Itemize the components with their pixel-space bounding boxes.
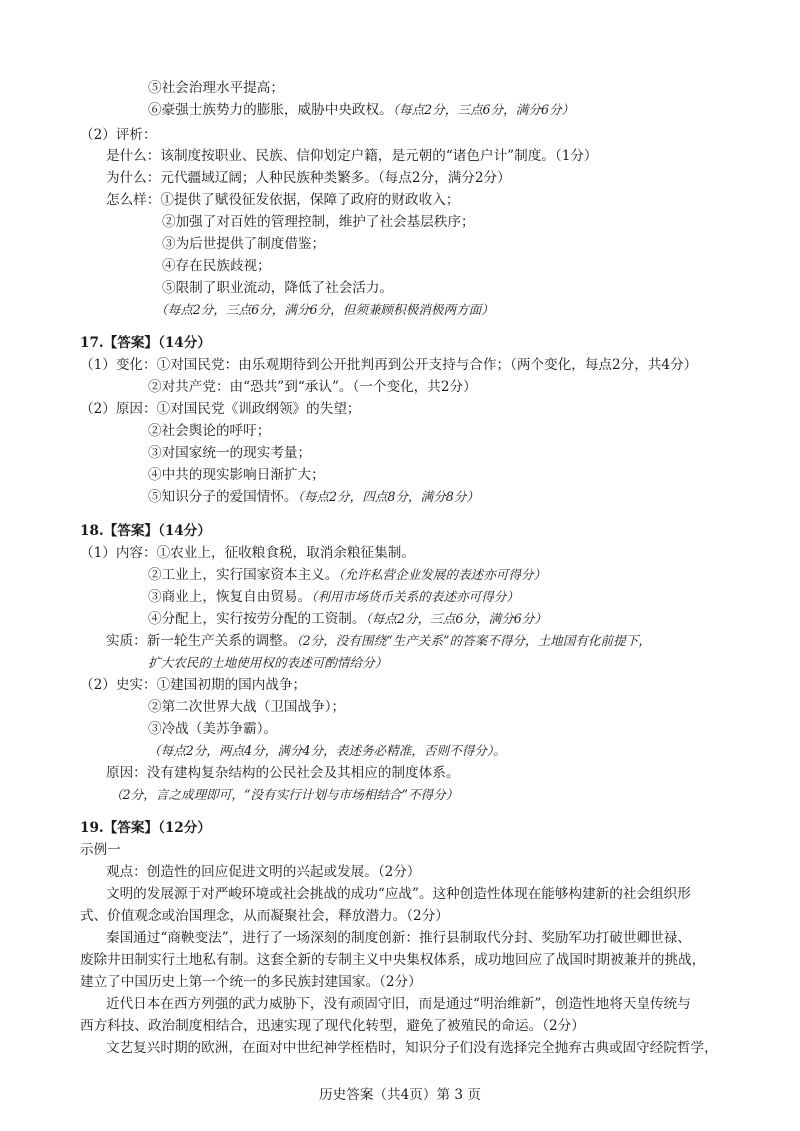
q19-para-3-line-1: 近代日本在西方列强的武力威胁下，没有顽固守旧，而是通过“明治维新”，创造性地将天皇传统与 [106,996,691,1012]
q16-how-line-4: ④存在民族歧视； [162,258,271,274]
q19-para-1-line-2: 式、价值观念或治国理念，从而凝聚社会，释放潜力。（2分） [80,908,449,924]
q19-viewpoint: 观点：创造性的回应促进文明的兴起或发展。（2分） [106,864,421,880]
q19-para-3-line-2: 西方科技、政治制度相结合，迅速实现了现代化转型，避免了被殖民的命运。（2分） [80,1018,585,1034]
q18-content-4-text: ④分配上，实行按劳分配的工资制。 [148,611,366,627]
q18-content-2-note: （允许私营企业发展的表述亦可得分） [338,567,547,582]
q19-para-1-line-1: 文明的发展源于对严峻环境或社会挑战的成功“应战”。这种创造性体现在能够构建新的社会组织形 [106,886,691,902]
q17-reason-line-3: ③对国家统一的现实考量； [148,445,312,461]
q16-part2-label: （2）评析： [80,127,157,143]
q18-essence-line-1 [106,635,651,649]
q16-how-line-2: ②加强了对百姓的管理控制，维护了社会基层秩序； [162,214,475,230]
q16-how-line-5: ⑤限制了职业流动，降低了社会活力。 [162,280,394,296]
q19-para-2-line-1: 秦国通过“商鞅变法”，进行了一场深刻的制度创新：推行县制取代分封、奖励军功打破世卿世禄、 [106,930,691,946]
item-6-score: （每点2分，三点6分，满分6分） [392,102,575,117]
q18-content-3-note: （利用市场货币关系的表述亦可得分） [311,589,519,604]
q17-change-line-1: （1）变化：①对国民党：由乐观期待到公开批判再到公开支持与合作；（两个变化，每点2分，共4分） [80,357,698,373]
item-6-line [148,104,574,118]
q17-reason-line-1: （2）原因：①对国民党《训政纲领》的失望； [80,401,361,417]
q17-change-line-2: ②对共产党：由“恐共”到“承认”。（一个变化，共2分） [148,379,477,395]
q17-heading: 17.【答案】（14分） [80,335,211,351]
q18-content-4-score: （每点2分，三点6分，满分6分） [365,611,547,626]
item-5-line: ⑤社会治理水平提高； [148,80,284,96]
q17-reason-5-text: ⑤知识分子的爱国情怀。 [148,489,298,505]
q19-heading: 19.【答案】（12分） [80,820,211,836]
q18-essence-note: （2分，没有围绕“生产关系”的答案不得分，土地国有化前提下， [296,633,651,648]
item-6-text: ⑥豪强士族势力的膨胀，威胁中央政权。 [148,102,393,118]
q18-fact-line-2: ②第二次世界大战（卫国战争）； [148,699,346,715]
q16-score-note: （每点2分，三点6分，满分6分，但须兼顾积极消极两方面） [155,302,494,317]
q18-content-line-2 [148,569,546,583]
q18-content-line-1: （1）内容：①农业上，征收粮食税，取消余粮征集制。 [80,545,415,561]
q18-content-2-text: ②工业上，实行国家资本主义。 [148,567,339,583]
q18-content-line-3 [148,591,519,605]
q17-reason-line-4: ④中共的现实影响日渐扩大； [148,467,325,483]
q18-cause-note: （2分，言之成理即可，“没有实行计划与市场相结合”不得分） [110,787,459,802]
q18-content-line-4 [148,613,547,627]
q16-how-line-1: 怎么样：①提供了赋役征发依据，保障了政府的财政收入； [106,192,460,208]
q18-content-3-text: ③商业上，恢复自由贸易。 [148,589,312,605]
q18-fact-line-1: （2）史实：①建国初期的国内战争； [80,677,307,693]
q19-para-2-line-2: 废除井田制实行土地私有制。这套全新的专制主义中央集权体系，成功地回应了战国时期被兼并的挑战， [80,952,706,968]
page-footer: 历史答案（共4页）第 3 页 [319,1087,481,1103]
q18-heading: 18.【答案】（14分） [80,523,211,539]
q19-para-2-line-3: 建立了中国历史上第一个统一的多民族封建国家。（2分） [80,974,422,990]
q18-essence-text: 实质：新一轮生产关系的调整。 [106,633,297,649]
q18-fact-score: （每点2分，两点4分，满分4分，表述务必精准，否则不得分）。 [148,743,506,758]
q18-cause-line: 原因：没有建构复杂结构的公民社会及其相应的制度体系。 [106,765,460,781]
q17-reason-score: （每点2分，四点8分，满分8分） [297,489,479,504]
q17-reason-line-5 [148,491,479,505]
q16-what-line: 是什么：该制度按职业、民族、信仰划定户籍，是元朝的“诸色户计”制度。（1分） [106,148,598,164]
q18-essence-line-2: 扩大农民的土地使用权的表述可酌情给分） [148,655,388,670]
q18-fact-line-3: ③冷战（美苏争霸）。 [148,721,278,737]
q16-why-line: 为什么：元代疆域辽阔；人种民族种类繁多。（每点2分，满分2分） [106,170,511,186]
q19-example-label: 示例一 [80,842,121,858]
q17-reason-line-2: ②社会舆论的呼吁； [148,423,271,439]
q19-para-4-line-1: 文艺复兴时期的欧洲，在面对中世纪神学桎梏时，知识分子们没有选择完全抛弃古典或固守经院哲学， [106,1040,718,1056]
q16-how-line-3: ③为后世提供了制度借鉴； [162,236,326,252]
